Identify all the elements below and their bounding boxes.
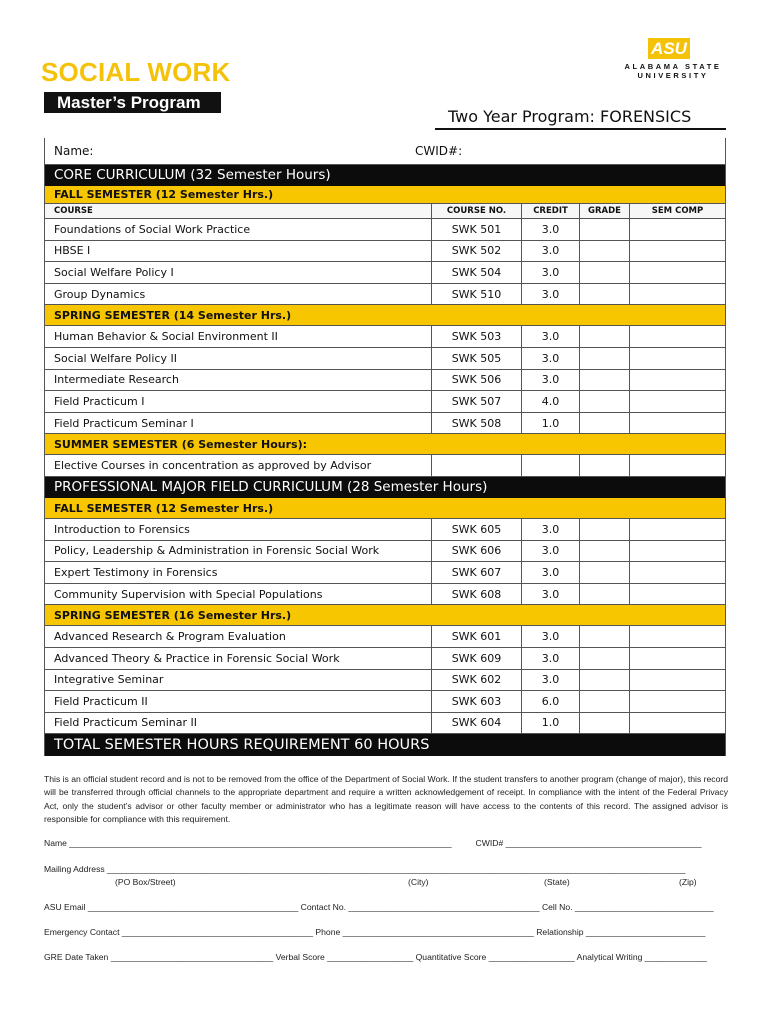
course-row — [45, 326, 725, 348]
course-row — [45, 219, 725, 241]
course-number: SWK 602 — [431, 670, 521, 691]
course-row — [45, 413, 725, 435]
course-name: Advanced Research & Program Evaluation — [54, 630, 286, 644]
course-row — [45, 584, 725, 606]
mailing-city-label: (City) — [408, 877, 429, 887]
course-credit: 3.0 — [521, 262, 579, 283]
course-row — [45, 519, 725, 541]
course-number: SWK 508 — [431, 413, 521, 434]
grade-cell[interactable] — [579, 541, 629, 562]
grade-cell[interactable] — [579, 455, 629, 476]
grade-cell[interactable] — [579, 241, 629, 262]
sem-comp-cell[interactable] — [629, 262, 725, 283]
grade-cell[interactable] — [579, 262, 629, 283]
course-row — [45, 691, 725, 713]
sem-comp-cell[interactable] — [629, 562, 725, 583]
course-credit: 3.0 — [521, 284, 579, 305]
course-name: Group Dynamics — [54, 287, 146, 301]
course-name: Field Practicum Seminar I — [54, 416, 194, 430]
university-logo — [618, 38, 728, 82]
core-fall-rows — [45, 219, 725, 305]
course-number: SWK 609 — [431, 648, 521, 669]
course-name: Policy, Leadership & Administration in Forensic Social Work — [54, 544, 380, 558]
sem-comp-cell[interactable] — [629, 326, 725, 347]
major-spring-rows — [45, 626, 725, 734]
course-row — [45, 241, 725, 263]
course-credit: 3.0 — [521, 241, 579, 262]
course-number: SWK 501 — [431, 219, 521, 240]
course-number: SWK 604 — [431, 713, 521, 734]
course-number: SWK 502 — [431, 241, 521, 262]
major-fall-rows — [45, 519, 725, 605]
col-credit: CREDIT — [521, 204, 579, 218]
course-credit: 4.0 — [521, 391, 579, 412]
grade-cell[interactable] — [579, 519, 629, 540]
course-row — [45, 626, 725, 648]
summer-rows — [45, 455, 725, 477]
course-credit: 3.0 — [521, 670, 579, 691]
course-name: Integrative Seminar — [54, 673, 164, 687]
course-number: SWK 601 — [431, 626, 521, 647]
sem-comp-cell[interactable] — [629, 519, 725, 540]
col-course: COURSE — [54, 206, 93, 216]
name-cwid-field[interactable]: Name ________________________________________________________________________________ CWID# _________________________________________ — [44, 838, 702, 848]
grade-cell[interactable] — [579, 648, 629, 669]
course-row — [45, 370, 725, 392]
grade-cell[interactable] — [579, 370, 629, 391]
course-number: SWK 503 — [431, 326, 521, 347]
sem-comp-cell[interactable] — [629, 584, 725, 605]
sem-comp-cell[interactable] — [629, 219, 725, 240]
course-number: SWK 606 — [431, 541, 521, 562]
col-sem-comp: SEM COMP — [629, 204, 725, 218]
course-name: Field Practicum I — [54, 394, 145, 408]
grade-cell[interactable] — [579, 626, 629, 647]
sem-comp-cell[interactable] — [629, 370, 725, 391]
page-title: SOCIAL WORK — [41, 57, 231, 87]
course-credit: 3.0 — [521, 648, 579, 669]
course-credit: 1.0 — [521, 713, 579, 734]
grade-cell[interactable] — [579, 219, 629, 240]
course-number: SWK 607 — [431, 562, 521, 583]
sem-comp-cell[interactable] — [629, 648, 725, 669]
logo-line-1: ALABAMA STATE — [624, 62, 722, 71]
course-number: SWK 505 — [431, 348, 521, 369]
curriculum-form — [44, 138, 726, 756]
core-curriculum-heading: CORE CURRICULUM (32 Semester Hours) — [45, 165, 725, 186]
sem-comp-cell[interactable] — [629, 391, 725, 412]
grade-cell[interactable] — [579, 691, 629, 712]
course-number: SWK 603 — [431, 691, 521, 712]
course-number — [431, 455, 521, 476]
sem-comp-cell[interactable] — [629, 713, 725, 734]
grade-cell[interactable] — [579, 326, 629, 347]
course-credit: 3.0 — [521, 370, 579, 391]
cwid-label: CWID#: — [415, 144, 463, 158]
sem-comp-cell[interactable] — [629, 413, 725, 434]
col-grade: GRADE — [579, 204, 629, 218]
sem-comp-cell[interactable] — [629, 691, 725, 712]
grade-cell[interactable] — [579, 670, 629, 691]
course-number: SWK 506 — [431, 370, 521, 391]
mailing-address-field[interactable]: Mailing Address _________________________________________________________________________________________________________________________ — [44, 864, 686, 874]
course-name: Foundations of Social Work Practice — [54, 222, 251, 236]
course-number: SWK 608 — [431, 584, 521, 605]
course-row — [45, 541, 725, 563]
course-name: Introduction to Forensics — [54, 522, 190, 536]
grade-cell[interactable] — [579, 562, 629, 583]
grade-cell[interactable] — [579, 284, 629, 305]
core-spring-heading: SPRING SEMESTER (14 Semester Hrs.) — [45, 305, 725, 326]
core-spring-rows — [45, 326, 725, 434]
course-name: HBSE I — [54, 244, 91, 258]
course-row — [45, 348, 725, 370]
course-number: SWK 510 — [431, 284, 521, 305]
core-fall-heading: FALL SEMESTER (12 Semester Hrs.) — [45, 186, 725, 204]
course-row — [45, 562, 725, 584]
course-credit — [521, 455, 579, 476]
major-fall-heading: FALL SEMESTER (12 Semester Hrs.) — [45, 498, 725, 519]
program-subtitle: Master’s Program — [44, 92, 221, 113]
grade-cell[interactable] — [579, 584, 629, 605]
sem-comp-cell[interactable] — [629, 241, 725, 262]
course-name: Social Welfare Policy II — [54, 351, 177, 365]
course-row — [45, 284, 725, 306]
course-credit: 3.0 — [521, 519, 579, 540]
course-name: Field Practicum Seminar II — [54, 716, 197, 730]
course-credit: 6.0 — [521, 691, 579, 712]
course-name: Elective Courses in concentration as approved by Advisor — [54, 459, 372, 473]
mailing-po-label: (PO Box/Street) — [115, 877, 176, 887]
course-row — [45, 713, 725, 735]
student-id-row — [45, 138, 725, 165]
course-row — [45, 648, 725, 670]
course-name: Social Welfare Policy I — [54, 265, 174, 279]
table-header — [45, 204, 725, 219]
course-number: SWK 504 — [431, 262, 521, 283]
grade-cell[interactable] — [579, 348, 629, 369]
logo-mark: ASU — [648, 38, 690, 59]
privacy-notice: This is an official student record and is not to be removed from the office of the Department of Social Work. If the student transfers to another program (change of major), this record will be transferred through official channels to the appropriate department and require a written acknowledgement of receipt. In compliance with the intent of the Federal Privacy Act, only the student’s advisor or other faculty member or administrator who has a legitimate reason will have access to the contents of this record. The assigned advisor is responsible for compliance with this requirement. — [44, 774, 728, 825]
course-name: Expert Testimony in Forensics — [54, 565, 218, 579]
course-row — [45, 455, 725, 477]
mailing-state-label: (State) — [544, 877, 570, 887]
course-number: SWK 507 — [431, 391, 521, 412]
course-credit: 3.0 — [521, 584, 579, 605]
course-name: Human Behavior & Social Environment II — [54, 330, 278, 344]
course-row — [45, 391, 725, 413]
course-credit: 3.0 — [521, 541, 579, 562]
email-contact-field[interactable]: ASU Email ____________________________________________ Contact No. ________________________________________ Cell No. _____________________________ — [44, 902, 714, 912]
course-credit: 3.0 — [521, 326, 579, 347]
sem-comp-cell[interactable] — [629, 284, 725, 305]
course-name: Field Practicum II — [54, 694, 148, 708]
summer-heading: SUMMER SEMESTER (6 Semester Hours): — [45, 434, 725, 455]
total-hours-banner: TOTAL SEMESTER HOURS REQUIREMENT 60 HOURS — [45, 734, 725, 756]
course-name: Intermediate Research — [54, 373, 179, 387]
mailing-zip-label: (Zip) — [679, 877, 697, 887]
grade-cell[interactable] — [579, 713, 629, 734]
course-name: Advanced Theory & Practice in Forensic Social Work — [54, 651, 340, 665]
major-curriculum-heading: PROFESSIONAL MAJOR FIELD CURRICULUM (28 Semester Hours) — [45, 477, 725, 498]
sem-comp-cell[interactable] — [629, 626, 725, 647]
course-row — [45, 262, 725, 284]
course-credit: 3.0 — [521, 562, 579, 583]
course-credit: 3.0 — [521, 626, 579, 647]
emergency-contact-field[interactable]: Emergency Contact ________________________________________ Phone ________________________________________ Relationship _________________________ — [44, 927, 706, 937]
course-number: SWK 605 — [431, 519, 521, 540]
sem-comp-cell[interactable] — [629, 455, 725, 476]
course-name: Community Supervision with Special Populations — [54, 587, 323, 601]
logo-line-2: UNIVERSITY — [637, 71, 709, 80]
course-credit: 3.0 — [521, 219, 579, 240]
course-row — [45, 670, 725, 692]
gre-scores-field[interactable]: GRE Date Taken __________________________________ Verbal Score __________________ Quantitative Score __________________ Analytical Writing _____________ — [44, 952, 707, 962]
major-spring-heading: SPRING SEMESTER (16 Semester Hrs.) — [45, 605, 725, 626]
sem-comp-cell[interactable] — [629, 348, 725, 369]
grade-cell[interactable] — [579, 391, 629, 412]
sem-comp-cell[interactable] — [629, 541, 725, 562]
name-label: Name: — [54, 144, 94, 158]
sem-comp-cell[interactable] — [629, 670, 725, 691]
program-track-heading: Two Year Program: FORENSICS — [435, 104, 726, 130]
course-credit: 3.0 — [521, 348, 579, 369]
grade-cell[interactable] — [579, 413, 629, 434]
course-credit: 1.0 — [521, 413, 579, 434]
col-course-no: COURSE NO. — [431, 204, 521, 218]
